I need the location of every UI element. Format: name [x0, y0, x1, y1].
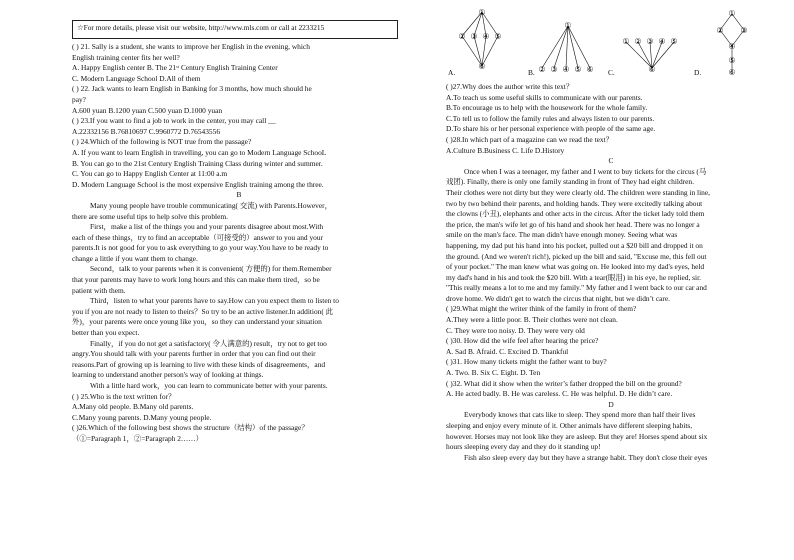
left-text-line: B. You can go to the 21st Century English Training Class during winter and summer. — [72, 158, 323, 168]
right-text-line: happening, my dad put his hand into his pocket, pulled out a $20 bill and dropped it on — [446, 240, 703, 250]
right-text-line: the ground. (And we weren't rich!), picked up the bill and said, "Excuse me, this fell out — [446, 251, 707, 261]
left-text-line: that your parents may have to work long hours and this can make them tired，so be — [72, 275, 320, 285]
right-text-line: A. Sad B. Afraid. C. Excited D. Thankful — [446, 346, 569, 356]
left-text-line: B — [236, 190, 242, 200]
left-text-line: 外)，your parents were once young like you，so they can understand your situation — [72, 317, 322, 327]
right-text-line: B.To encourage us to help with the housework for the whole family. — [446, 103, 648, 113]
left-text-line: ( ) 24.Which of the following is NOT true from the passage? — [72, 137, 252, 147]
right-text-line: Fish also sleep every day but they have a strange habit. They don't close their eyes — [464, 452, 708, 462]
diagram-c-node-6: ⑥ — [648, 65, 656, 74]
left-text-line: pay? — [72, 94, 86, 104]
right-text-line: hours sleeping every day and they do it standing up! — [446, 442, 601, 452]
diagram-b-node-2: ② — [538, 65, 546, 74]
right-text-line: C.To tell us to follow the family rules and always listen to our parents. — [446, 113, 655, 123]
left-text-line: ( )26.Which of the following best shows the structure（结构）of the passage？ — [72, 423, 309, 433]
diagram-b-node-3: ③ — [550, 65, 558, 74]
right-text-line: ( )31. How many tickets might the father want to buy? — [446, 357, 607, 367]
right-text-line: A. Two. B. Six C. Eight. D. Ten — [446, 368, 541, 378]
diagram-d-node-4: ④ — [728, 42, 736, 51]
diagram-label-c: C. — [608, 68, 615, 77]
left-text-block — [72, 42, 406, 445]
left-text-line: C. Modern Language School D.All of them — [72, 73, 201, 83]
diagram-label-d: D. — [694, 68, 702, 77]
diagram-d-node-5: ⑤ — [728, 56, 736, 65]
diagram-a-node-4: ④ — [482, 32, 490, 41]
right-text-line: C — [608, 156, 614, 166]
diagram-b-node-5: ⑤ — [574, 65, 582, 74]
diagram-b — [528, 6, 602, 78]
left-text-line: ( ) 21. Sally is a student, she wants to improve her English in the evening, which — [72, 42, 310, 51]
right-text-line: ( )29.What might the writer think of the family in front of them? — [446, 304, 637, 314]
left-text-line: Finally，if you do not get a satisfactory( 令人满意的) result，try not to get too — [90, 338, 327, 348]
right-text-line: the price, the man's wife let go of his hand and shook her head. There was no longer a — [446, 219, 700, 229]
left-text-line: there are some useful tips to help solve this problem. — [72, 211, 228, 221]
website-banner: ☆For more details, please visit our website, http://www.mls.com or call at 2233215 — [72, 20, 398, 39]
structure-diagrams — [446, 6, 776, 82]
diagram-b-svg — [532, 6, 602, 74]
left-text-line: D. Modern Language School is the most expensive English training among the three. — [72, 179, 324, 189]
left-text-line: With a little hard work，you can learn to communicate better with your parents. — [90, 381, 328, 390]
diagram-a-node-5: ⑤ — [494, 32, 502, 41]
right-text-line: D — [608, 399, 614, 409]
right-text-line: A.Culture B.Business C. Life D.History — [446, 145, 565, 155]
left-text-line: better than you expect. — [72, 328, 140, 338]
right-text-line: two by two behind their parents, and holding hands. They were excitedly talking about — [446, 198, 703, 208]
right-text-line: Once when I was a teenager, my father and I went to buy tickets for the circus (马 — [464, 166, 707, 176]
right-text-line: drove home. We didn't get to watch the circus that night, but we didn’t care. — [446, 293, 670, 303]
right-text-line: however. Horses may not look like they are asleep. But they are! Horses spend about six — [446, 431, 708, 441]
right-text-line: Their clothes were not dirty but they were clearly old. The children were standing in line, — [446, 187, 710, 197]
left-text-line: ( ) 25.Who is the text written for？ — [72, 391, 176, 401]
left-text-line: Third，listen to what your parents have to say.How can you expect them to listen to — [90, 296, 339, 306]
diagram-c-node-4: ④ — [658, 37, 666, 46]
diagram-a-node-2: ② — [458, 32, 466, 41]
right-text-line: sleeping and enjoy every minute of it. Other animals have different sleeping habits, — [446, 421, 693, 430]
diagram-c-svg — [616, 6, 686, 74]
left-text-line: patient with them. — [72, 285, 126, 295]
right-text-line: the clowns (小丑), elephants and other acts in the circus. After the ticket lady told them — [446, 209, 705, 219]
diagram-b-node-6: ⑥ — [586, 65, 594, 74]
diagram-b-node-4: ④ — [562, 65, 570, 74]
diagram-a-node-3: ③ — [470, 32, 478, 41]
diagram-c-node-3: ③ — [646, 37, 654, 46]
left-column — [72, 22, 406, 445]
right-text-line: A. He acted badly. B. He was careless. C. He was helpful. D. He didn’t care. — [446, 389, 673, 399]
right-text-line: C. They were too noisy. D. They were very old — [446, 325, 585, 335]
diagram-label-b: B. — [528, 68, 535, 77]
right-text-line: smile on the man's face. The man didn't have enough money. Seeing what was — [446, 230, 678, 240]
diagram-a — [448, 6, 512, 78]
diagram-label-a: A. — [448, 68, 456, 77]
left-text-line: C. You can go to Happy English Center at 11:00 a.m — [72, 169, 228, 179]
left-text-line: learning to understand another person's way of looking at things. — [72, 370, 264, 380]
diagram-a-node-1: ① — [478, 8, 486, 17]
right-text-line: A.They were a little poor. B. Their clothes were not clean. — [446, 315, 618, 325]
left-text-line: Second，talk to your parents when it is convenient( 方便的) for them.Remember — [90, 264, 332, 274]
left-text-line: （①=Paragraph 1，②=Paragraph 2……） — [72, 433, 204, 443]
diagram-d-node-1: ① — [728, 9, 736, 18]
left-text-line: change a little if you want them to change. — [72, 253, 198, 263]
left-text-line: ( ) 22. Jack wants to learn English in Banking for 3 months, how much should he — [72, 84, 312, 94]
diagram-c — [608, 6, 686, 78]
left-text-line: ( ) 23.If you want to find a job to work in the center, you may call __ — [72, 116, 276, 126]
right-text-line: A.To teach us some useful skills to communicate with our parents. — [446, 92, 643, 102]
left-text-line: A. Happy English center B. The 21ˢᵗ Century English Training Center — [72, 63, 278, 73]
diagram-d-svg — [708, 6, 768, 78]
right-text-line: ( )27.Why does the author write this text？ — [446, 82, 574, 91]
left-text-line: each of these things，try to find an acceptable（可接受的）answer to you and your — [72, 232, 324, 242]
left-text-line: parents.It is not good for you to ask everything to go your way.You have to be ready to — [72, 243, 329, 253]
left-text-line: English training center fits her well? — [72, 52, 180, 62]
right-text-block — [446, 82, 776, 463]
diagram-d-node-6: ⑥ — [728, 68, 736, 77]
diagram-a-node-6: ⑥ — [478, 62, 486, 71]
right-text-line: 戏团). Finally, there is only one family standing in front of They had eight children. — [446, 177, 694, 187]
left-text-line: A. If you want to learn English in travelling, you can go to Modern Language SchooL — [72, 147, 327, 157]
left-text-line: angry.You should talk with your parents further in order that you can find out their — [72, 349, 316, 359]
right-text-line: Everybody knows that cats like to sleep. They spend more than half their lives — [464, 410, 696, 420]
left-text-line: A.600 yuan B.1200 yuan C.500 yuan D.1000 yuan — [72, 105, 223, 115]
diagram-c-node-1: ① — [622, 37, 630, 46]
right-text-line: ( )28.In which part of a magazine can we read the text？ — [446, 134, 614, 144]
diagram-c-node-2: ② — [634, 37, 642, 46]
left-text-line: C.Many young parents. D.Many young people. — [72, 412, 212, 422]
left-text-line: you if you are not ready to listen to theirs？So try to be an active listener.In addition( 此 — [72, 306, 334, 316]
diagram-b-node-1: ① — [564, 21, 572, 30]
left-text-line: A.Many old people. B.Many old parents. — [72, 402, 194, 412]
right-text-line: ( )30. How did the wife feel after hearing the price? — [446, 336, 599, 346]
diagram-a-svg — [452, 6, 512, 74]
right-text-line: "This really means a lot to me and my family." My father and I went back to our car and — [446, 283, 707, 293]
diagram-d — [694, 6, 768, 82]
diagram-d-node-3: ③ — [740, 26, 748, 35]
left-text-line: First，make a list of the things you and your parents disagree about most.With — [90, 222, 324, 232]
right-text-line: of your pocket." The man knew what was going on. He looked into my dad's eyes, held — [446, 262, 705, 272]
right-column — [446, 6, 776, 463]
left-text-line: Many young people have trouble communicating( 交流) with Parents.However， — [90, 200, 332, 210]
right-text-line: D.To share his or her personal experience with people of the same age. — [446, 124, 656, 134]
right-text-line: my dad's hand in his and took the $20 bill. With a tear(眼泪) in his eye, he replied, sir. — [446, 272, 702, 282]
left-text-line: A.22332156 B.76810697 C.9960772 D.76543556 — [72, 126, 221, 136]
right-text-line: ( )32. What did it show when the writer’s father dropped the bill on the ground? — [446, 378, 682, 388]
left-text-line: reasons.Part of growing up is learning to live with these kinds of disagreements，and — [72, 359, 326, 369]
diagram-c-node-5: ⑤ — [670, 37, 678, 46]
diagram-d-node-2: ② — [716, 26, 724, 35]
